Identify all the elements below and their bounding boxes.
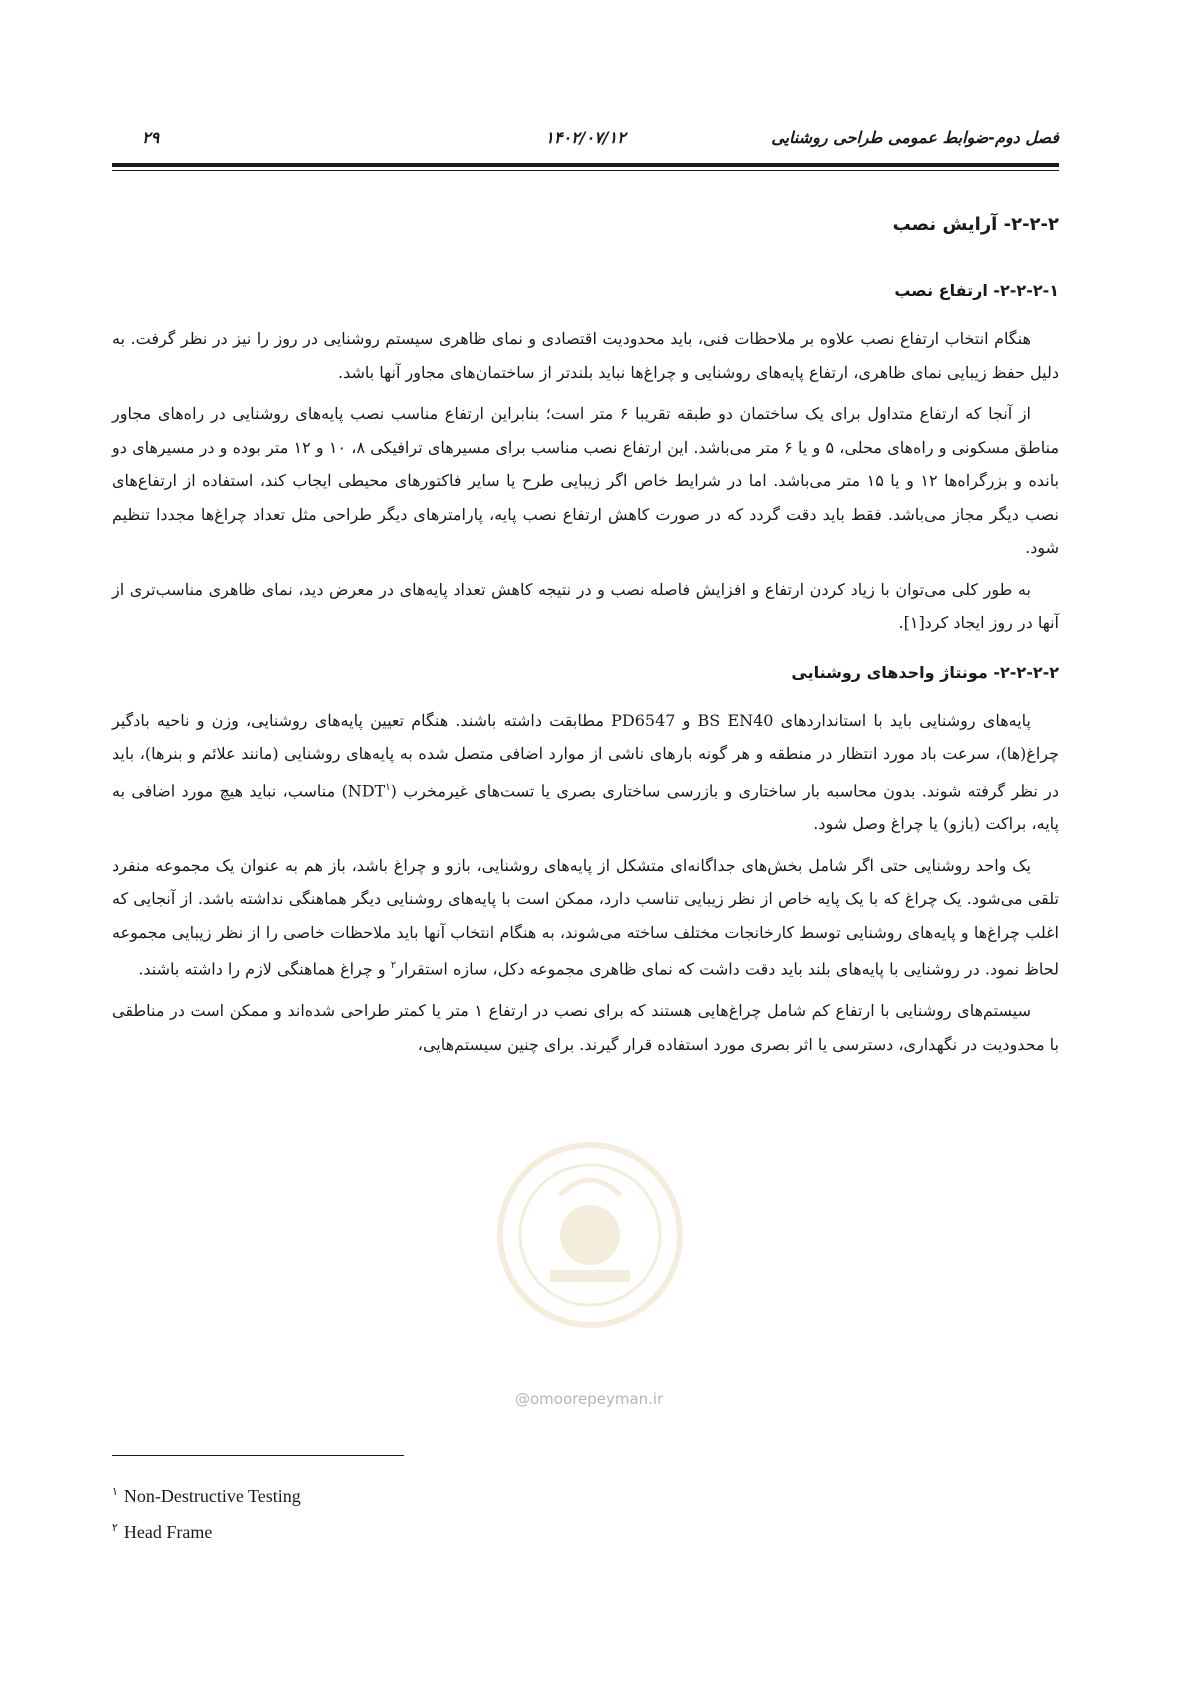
paragraph-text: و چراغ هماهنگی لازم را داشته باشند. <box>138 959 391 979</box>
subsection-heading-assembly: ۲-۲-۲-۲- مونتاژ واحدهای روشنایی <box>791 662 1059 682</box>
paragraph-text: ) مناسب، نباید هیچ مورد اضافی به پایه، براکت (بازو) یا چراغ وصل شود. <box>112 780 1059 834</box>
paragraph: هنگام انتخاب ارتفاع نصب علاوه بر ملاحظات فنی، باید محدودیت اقتصادی و نمای ظاهری سیستم روشنایی در روز را نیز در نظر گرفت. به دلیل حفظ زیبایی نمای ظاهری، ارتفاع پایه‌های روشنایی و چراغ‌ها نباید بلندتر از ساختمان‌های مجاور آنها باشد. <box>112 329 1059 382</box>
watermark-text: @omoorepeyman.ir <box>515 1390 664 1408</box>
footnote <box>112 1510 712 1546</box>
footnote-ref: ۱ <box>385 781 391 793</box>
footnote-text: Head Frame <box>123 1522 213 1542</box>
footnote-text: Non-Destructive Testing <box>123 1486 301 1506</box>
footnote-rule <box>112 1455 404 1456</box>
paragraph: به طور کلی می‌توان با زیاد کردن ارتفاع و افزایش فاصله نصب و در نتیجه کاهش تعداد پایه‌های در معرض دید، نمای ظاهری مناسب‌تری از آنها در روز ایجاد کرد[۱]. <box>112 579 1059 632</box>
header-rule-thick <box>112 163 1059 167</box>
paragraph: از آنجا که ارتفاع متداول برای یک ساختمان دو طبقه تقریبا ۶ متر است؛ بنابراین ارتفاع مناسب نصب پایه‌های روشنایی در راه‌های مجاور مناطق مسکونی و راه‌های محلی، ۵ و یا ۶ متر می‌باشد. این ارتفاع نصب مناسب برای مسیرهای ترافیکی ۸، ۱۰ و ۱۲ متر بوده و در مسیرهای دو بانده و بزرگراه‌ها ۱۲ و یا ۱۵ متر می‌باشد. اما در شرایط خاص اگر زیبایی طرح یا سایر فاکتورهای محیطی ایجاب کند، استفاده از ارتفاع‌های نصب دیگر مجاز می‌باشد. فقط باید دقت گردد که در صورت کاهش ارتفاع نصب پایه، پارامترهای دیگر طراحی مثل تعداد چراغ‌ها مجددا تنظیم شود. <box>112 404 1060 557</box>
footnote <box>112 1474 712 1510</box>
subsection-heading-height: ۲-۲-۲-۱- ارتفاع نصب <box>894 281 1059 300</box>
paragraph-text: پایه‌های روشنایی باید با استانداردهای BS EN40 و PD6547 مطابقت داشته باشند. هنگام تعیین پایه‌های روشنایی، وزن و ناحیه بادگیر چراغ(ها)، سرعت باد مورد انتظار در منطقه و هر گونه بارهای ناشی از موارد اضافی متصل شده به پایه‌های روشنایی (مانند علائم و بنرها)، باید در نظر گرفته شوند. بدون محاسبه بار ساختاری و بازرسی ساختاری بصری یا تست‌های غیرمخرب (NDT <box>112 710 1059 800</box>
chapter-title: فصل دوم-ضوابط عمومی طراحی روشنایی <box>771 128 1059 147</box>
paragraph: سیستم‌های روشنایی با ارتفاع کم شامل چراغ‌هایی هستند که برای نصب در ارتفاع ۱ متر یا کمتر طراحی شده‌اند و ممکن است در مناطقی با محدودیت در نگهداری، دسترسی یا اثر بصری مورد استفاده قرار گیرند. برای چنین سیستم‌هایی، <box>112 1001 1059 1054</box>
page-header <box>112 128 1059 158</box>
footnote-number: ۲ <box>112 1522 118 1534</box>
main-content <box>112 212 1059 1069</box>
watermark-logo-icon <box>490 1135 690 1335</box>
page-number: ۲۹ <box>142 128 160 147</box>
section-heading: ۲-۲-۲- آرایش نصب <box>892 214 1059 235</box>
footnotes <box>112 1474 712 1546</box>
footnote-ref: ۲ <box>390 960 397 972</box>
paragraph <box>112 849 1059 986</box>
footnote-number: ۱ <box>112 1486 118 1498</box>
header-rule-thin <box>112 170 1059 171</box>
paragraph-text: یک واحد روشنایی حتی اگر شامل بخش‌های جداگانه‌ای متشکل از پایه‌های روشنایی، بازو و چراغ باشد، باز هم به عنوان یک مجموعه منفرد تلقی می‌شود. یک چراغ که با یک پایه خاص از نظر زیبایی تناسب دارد، ممکن است با پایه‌های روشنایی دیگر هماهنگی نداشته باشد. از آنجایی که اغلب چراغ‌ها و پایه‌های روشنایی توسط کارخانجات مختلف ساخته می‌شوند، به هنگام انتخاب آنها باید ملاحظات خاصی را از نظر زیبایی مجموعه لحاظ نمود. در روشنایی با پایه‌های بلند باید دقت داشت که نمای ظاهری مجموعه دکل، سازه استقرار <box>112 855 1059 979</box>
header-date: ۱۴۰۲/۰۷/۱۲ <box>545 128 626 147</box>
paragraph <box>112 704 1059 841</box>
